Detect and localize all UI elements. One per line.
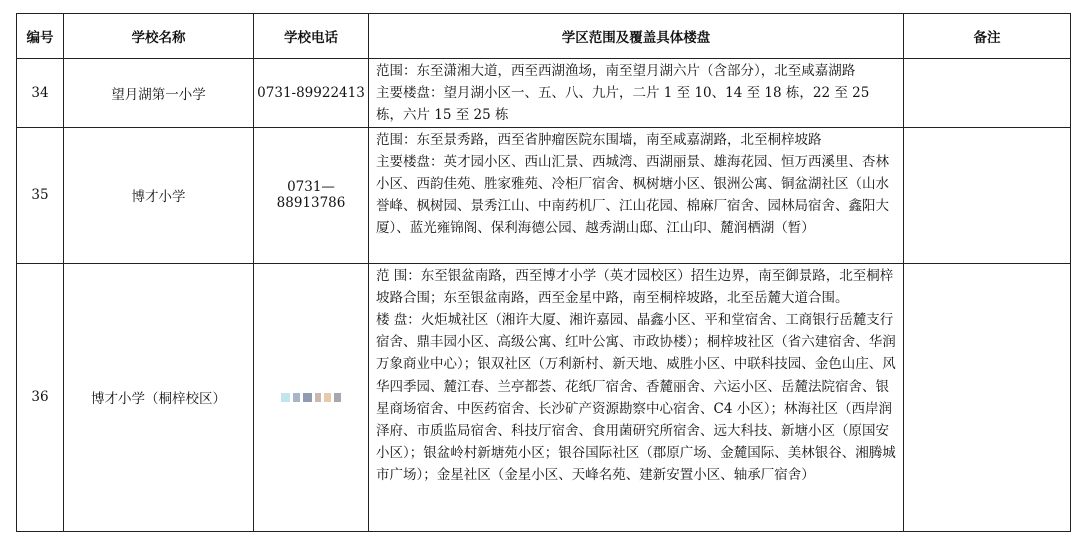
row-scope xyxy=(369,59,904,128)
row-phone: 0731-89922413 xyxy=(254,59,369,128)
row-school-name: 博才小学（桐梓校区） xyxy=(64,263,254,531)
row-phone-redacted xyxy=(254,263,369,531)
table-row xyxy=(17,127,1071,263)
header-row xyxy=(17,14,1071,59)
school-district-table xyxy=(16,13,1071,532)
scope-range: 范围：东至景秀路，西至省肿瘤医院东围墙，南至咸嘉湖路，北至桐梓坡路 xyxy=(376,131,822,148)
scope-range: 范 围：东至银盆南路，西至博才小学（英才园校区）招生边界，南至御景路，北至桐梓坡路合围；东至银盆南路，西至金星中路，南至桐梓坡路，北至岳麓大道合围。 xyxy=(376,267,894,306)
row-no: 34 xyxy=(17,59,64,128)
header-phone: 学校电话 xyxy=(254,14,369,59)
scope-buildings: 主要楼盘：英才园小区、西山汇景、西城湾、西湖丽景、雄海花园、恒万西溪里、杏林小区、西韵佳苑、胜家雅苑、冷柜厂宿舍、枫树塘小区、银洲公寓、铜盆湖社区（山水誉峰、枫树园、景秀江山、中南药机厂、江山花园、棉麻厂宿舍、园林局宿舍、鑫阳大厦）、蓝光雍锦阁、保利海德公园、越秀湖山邸、江山印、麓润栖湖（暂） xyxy=(376,153,889,237)
row-scope xyxy=(369,263,904,531)
table-row xyxy=(17,263,1071,531)
header-scope: 学区范围及覆盖具体楼盘 xyxy=(369,14,904,59)
header-remark: 备注 xyxy=(904,14,1071,59)
row-remark xyxy=(904,263,1071,531)
scope-buildings: 主要楼盘：望月湖小区一、五、八、九片，二片 1 至 10、14 至 18 栋，22 至 25 栋，六片 15 至 25 栋 xyxy=(376,85,870,124)
scope-buildings: 楼 盘：火炬城社区（湘许大厦、湘许嘉园、晶鑫小区、平和堂宿舍、工商银行岳麓支行宿舍、鼎丰园小区、高级公寓、红叶公寓、市政协楼）；桐梓坡社区（省六建宿舍、华润万象商业中心）；银双社区（万利新村、新天地、威胜小区、中联科技园、金色山庄、风华四季园、麓江春、兰亭都荟、花纸厂宿舍、香麓丽舍、六运小区、岳麓法院宿舍、银星商场宿舍、中医药宿舍、长沙矿产资源勘察中心宿舍、C4 小区）；林海社区（西岸润泽府、市质监局宿舍、科技厅宿舍、食用菌研究所宿舍、远大科技、新塘小区（原国安小区）；银盆岭村新塘苑小区；银谷国际社区（郡原广场、金麓国际、美林银谷、湘腾城市广场）；金星社区（金星小区、天峰名苑、建新安置小区、轴承厂宿舍） xyxy=(376,312,896,484)
row-phone: 0731—88913786 xyxy=(254,127,369,263)
row-no: 35 xyxy=(17,127,64,263)
scope-range: 范围：东至潇湘大道，西至西湖渔场，南至望月湖六片（含部分），北至咸嘉湖路 xyxy=(376,63,856,79)
redacted-phone-blur xyxy=(281,393,341,402)
row-no: 36 xyxy=(17,263,64,531)
header-school-name: 学校名称 xyxy=(64,14,254,59)
row-remark xyxy=(904,127,1071,263)
row-school-name: 望月湖第一小学 xyxy=(64,59,254,128)
row-scope xyxy=(369,127,904,263)
row-remark xyxy=(904,59,1071,128)
header-no: 编号 xyxy=(17,14,64,59)
row-school-name: 博才小学 xyxy=(64,127,254,263)
table-row xyxy=(17,59,1071,128)
